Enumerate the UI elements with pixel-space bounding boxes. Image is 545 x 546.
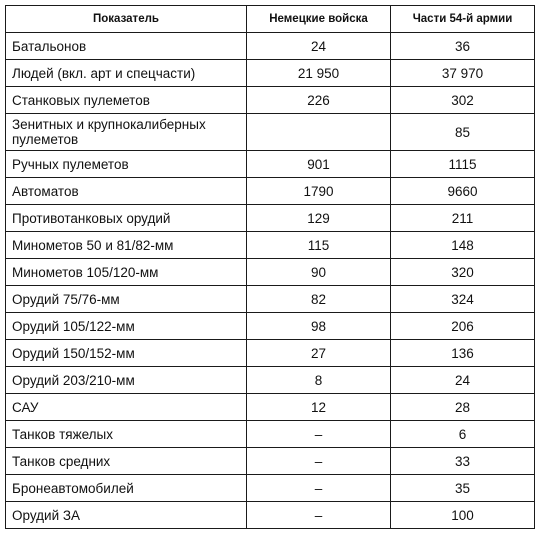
army54-value: 320 xyxy=(391,259,535,286)
german-value: 98 xyxy=(247,313,391,340)
german-value: – xyxy=(247,475,391,502)
german-value: 90 xyxy=(247,259,391,286)
row-label: Танков средних xyxy=(6,448,247,475)
row-label: Орудий 203/210-мм xyxy=(6,367,247,394)
german-value: 901 xyxy=(247,151,391,178)
row-label: Орудий 105/122-мм xyxy=(6,313,247,340)
table-row xyxy=(6,259,535,286)
army54-value: 100 xyxy=(391,502,535,529)
table-row xyxy=(6,151,535,178)
german-value: – xyxy=(247,502,391,529)
army54-value: 9660 xyxy=(391,178,535,205)
german-value: 24 xyxy=(247,33,391,60)
row-label: Минометов 50 и 81/82-мм xyxy=(6,232,247,259)
forces-comparison-table xyxy=(5,5,535,529)
table-header-row xyxy=(6,6,535,33)
army54-value: 324 xyxy=(391,286,535,313)
row-label: Зенитных и крупнокалиберных пулеметов xyxy=(6,114,247,151)
table-row xyxy=(6,205,535,232)
german-value xyxy=(247,114,391,151)
row-label: Людей (вкл. арт и спецчасти) xyxy=(6,60,247,87)
table-row xyxy=(6,502,535,529)
army54-value: 85 xyxy=(391,114,535,151)
table-row xyxy=(6,60,535,87)
table-row xyxy=(6,421,535,448)
table-row xyxy=(6,313,535,340)
german-value: 226 xyxy=(247,87,391,114)
army54-value: 136 xyxy=(391,340,535,367)
header-german-forces: Немецкие войска xyxy=(247,6,391,33)
table-row xyxy=(6,33,535,60)
german-value: 1790 xyxy=(247,178,391,205)
row-label: Орудий 150/152-мм xyxy=(6,340,247,367)
army54-value: 211 xyxy=(391,205,535,232)
german-value: 82 xyxy=(247,286,391,313)
german-value: – xyxy=(247,448,391,475)
german-value: 27 xyxy=(247,340,391,367)
army54-value: 1115 xyxy=(391,151,535,178)
row-label: Противотанковых орудий xyxy=(6,205,247,232)
header-54th-army: Части 54-й армии xyxy=(391,6,535,33)
row-label: Станковых пулеметов xyxy=(6,87,247,114)
header-indicator: Показатель xyxy=(6,6,247,33)
army54-value: 148 xyxy=(391,232,535,259)
table-row xyxy=(6,394,535,421)
army54-value: 206 xyxy=(391,313,535,340)
german-value: 8 xyxy=(247,367,391,394)
table-row xyxy=(6,232,535,259)
table-row xyxy=(6,367,535,394)
army54-value: 28 xyxy=(391,394,535,421)
german-value: 115 xyxy=(247,232,391,259)
army54-value: 35 xyxy=(391,475,535,502)
army54-value: 302 xyxy=(391,87,535,114)
german-value: 129 xyxy=(247,205,391,232)
row-label: Автоматов xyxy=(6,178,247,205)
comparison-table-container xyxy=(5,5,535,529)
table-row xyxy=(6,448,535,475)
army54-value: 24 xyxy=(391,367,535,394)
table-row xyxy=(6,114,535,151)
row-label: Ручных пулеметов xyxy=(6,151,247,178)
row-label: Минометов 105/120-мм xyxy=(6,259,247,286)
army54-value: 36 xyxy=(391,33,535,60)
army54-value: 37 970 xyxy=(391,60,535,87)
row-label: САУ xyxy=(6,394,247,421)
army54-value: 6 xyxy=(391,421,535,448)
german-value: 21 950 xyxy=(247,60,391,87)
row-label: Танков тяжелых xyxy=(6,421,247,448)
german-value: 12 xyxy=(247,394,391,421)
table-row xyxy=(6,87,535,114)
german-value: – xyxy=(247,421,391,448)
table-row xyxy=(6,340,535,367)
row-label: Орудий ЗА xyxy=(6,502,247,529)
row-label: Бронеавтомобилей xyxy=(6,475,247,502)
row-label: Батальонов xyxy=(6,33,247,60)
table-row xyxy=(6,178,535,205)
table-row xyxy=(6,475,535,502)
table-row xyxy=(6,286,535,313)
army54-value: 33 xyxy=(391,448,535,475)
row-label: Орудий 75/76-мм xyxy=(6,286,247,313)
